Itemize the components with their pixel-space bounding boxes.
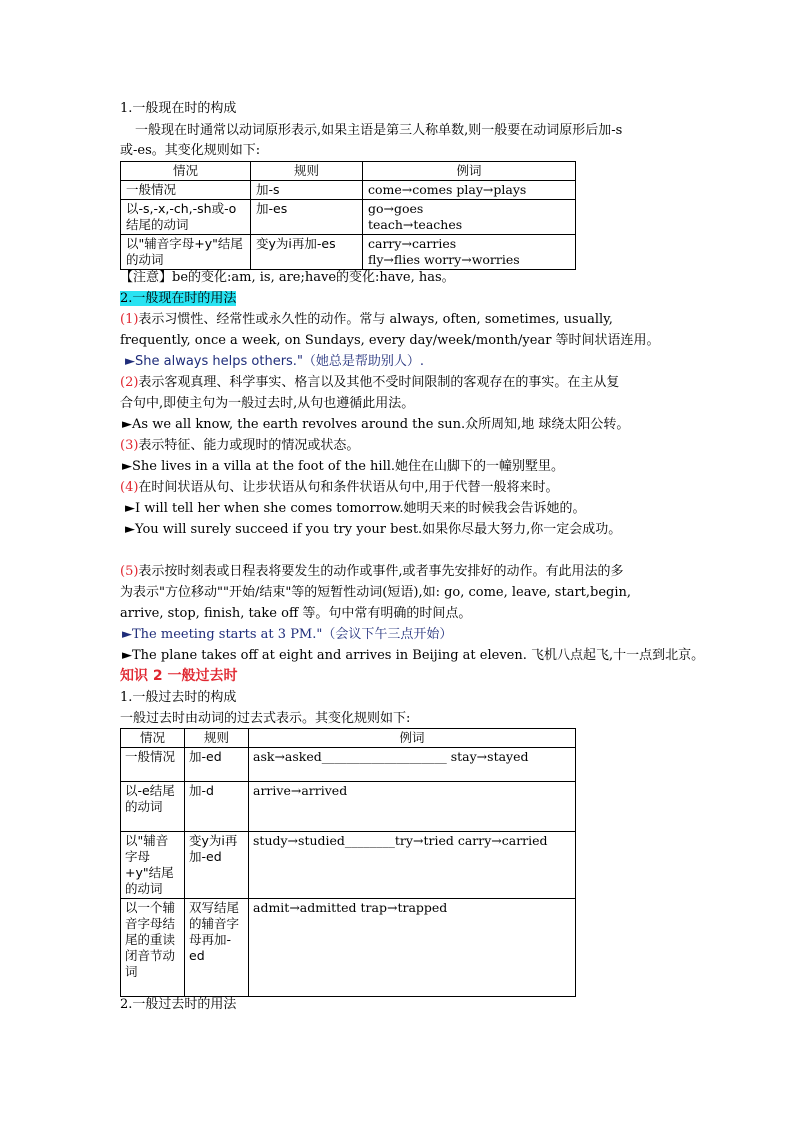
cell-case: 以"辅音字母+y"结尾的动词 — [121, 235, 251, 270]
usage-text: 表示习惯性、经常性或永久性的动作。常与 always, often, sometimes, usually, — [138, 312, 613, 327]
usage-text: 表示客观真理、科学事实、格言以及其他不受时间限制的客观存在的事实。在主从复 — [138, 375, 620, 390]
cell-case: 以-s,-x,-ch,-sh或-o结尾的动词 — [121, 200, 251, 235]
intro-line-1: 一般现在时通常以动词原形表示,如果主语是第三人称单数,则一般要在动词原形后加-s — [135, 123, 623, 138]
usage-number: (2) — [120, 375, 139, 390]
cell-rule: 加-s — [251, 181, 363, 200]
cell-example — [363, 181, 576, 200]
usage-2-line-1 — [120, 374, 619, 391]
cell-example: study→studied________try→tried carry→carried — [249, 832, 576, 899]
intro-line-2: 或-es。其变化规则如下: — [120, 143, 261, 158]
header-rule: 规则 — [185, 729, 249, 748]
usage-3-example: ►She lives in a villa at the foot of the hill.她住在山脚下的一幢别墅里。 — [122, 459, 565, 474]
example-text: carry→carries — [368, 236, 457, 251]
usage-number: (4) — [120, 480, 139, 495]
usage-4-example-2: ►You will surely succeed if you try your best.如果你尽最大努力,你一定会成功。 — [125, 522, 622, 537]
cell-case: 一般情况 — [121, 748, 185, 782]
example-text: fly→flies worry→worries — [368, 252, 520, 267]
header-case: 情况 — [121, 729, 185, 748]
cell-rule: 加-d — [185, 782, 249, 832]
usage-5-line-2: 为表示"方位移动""开始/结束"等的短暂性动词(短语),如: go, come, leave, start,begin, — [120, 585, 632, 600]
usage-3-line-1 — [120, 437, 359, 454]
table-header-row — [121, 729, 576, 748]
usage-text: 表示按时刻表或日程表将要发生的动作或事件,或者事先安排好的动作。有此用法的多 — [138, 564, 624, 579]
cell-case: 以-e结尾的动词 — [121, 782, 185, 832]
table-row — [121, 832, 576, 899]
header-rule: 规则 — [251, 162, 363, 181]
present-tense-table — [120, 161, 576, 270]
table-row — [121, 200, 576, 235]
usage-1-line-1 — [120, 311, 613, 328]
usage-5-line-1 — [120, 563, 624, 580]
table-row — [121, 235, 576, 270]
usage-2-example: ►As we all know, the earth revolves around the sun.众所周知,地 球绕太阳公转。 — [122, 417, 630, 432]
usage-text: 在时间状语从句、让步状语从句和条件状语从句中,用于代替一般将来时。 — [138, 480, 559, 495]
past-tense-table — [120, 728, 576, 997]
header-case: 情况 — [121, 162, 251, 181]
usage-text: 表示特征、能力或现时的情况或状态。 — [138, 438, 360, 453]
usage-5-line-3: arrive, stop, finish, take off 等。句中常有明确的时间点。 — [120, 606, 472, 621]
table-row — [121, 899, 576, 997]
knowledge-2-title: 知识 2 一般过去时 — [120, 668, 238, 684]
table-row — [121, 181, 576, 200]
cell-example: arrive→arrived — [249, 782, 576, 832]
cell-rule: 变y为i再加-ed — [185, 832, 249, 899]
cell-rule: 加-es — [251, 200, 363, 235]
usage-2-line-2: 合句中,即使主句为一般过去时,从句也遵循此用法。 — [120, 396, 415, 411]
section-heading-1: 1.一般现在时的构成 — [120, 101, 237, 116]
usage-number: (3) — [120, 438, 139, 453]
highlighted-heading: 2.一般现在时的用法 — [120, 291, 237, 306]
usage-number: (5) — [120, 564, 139, 579]
knowledge-2-intro: 一般过去时由动词的过去式表示。其变化规则如下: — [120, 711, 411, 726]
cell-example: ask→asked____________________ stay→stayed — [249, 748, 576, 782]
section-heading-2 — [120, 290, 236, 307]
usage-number: (1) — [120, 312, 139, 327]
cell-example — [363, 200, 576, 235]
table-row — [121, 782, 576, 832]
cell-example: admit→admitted trap→trapped — [249, 899, 576, 997]
example-text: come→comes play→plays — [368, 182, 527, 197]
example-text: teach→teaches — [368, 217, 463, 232]
usage-1-line-2: frequently, once a week, on Sundays, every day/week/month/year 等时间状语连用。 — [120, 333, 660, 348]
header-example: 例词 — [363, 162, 576, 181]
cell-rule: 加-ed — [185, 748, 249, 782]
cell-rule: 双写结尾的辅音字母再加-ed — [185, 899, 249, 997]
note-text: 【注意】be的变化:am, is, are;have的变化:have, has。 — [120, 270, 455, 285]
usage-1-example: ►She always helps others."（她总是帮助别人）. — [125, 354, 425, 369]
cell-case: 一般情况 — [121, 181, 251, 200]
knowledge-2-subheading-2: 2.一般过去时的用法 — [120, 997, 237, 1012]
usage-5-example-2: ►The plane takes off at eight and arrives in Beijing at eleven. 飞机八点起飞,十一点到北京。 — [122, 648, 705, 663]
table-row — [121, 748, 576, 782]
header-example: 例词 — [249, 729, 576, 748]
cell-example — [363, 235, 576, 270]
cell-case: 以一个辅音字母结尾的重读闭音节动词 — [121, 899, 185, 997]
usage-4-line-1 — [120, 479, 559, 496]
cell-rule: 变y为i再加-es — [251, 235, 363, 270]
usage-4-example-1: ►I will tell her when she comes tomorrow.她明天来的时候我会告诉她的。 — [125, 501, 586, 516]
usage-5-example-1: ►The meeting starts at 3 PM."（会议下午三点开始） — [122, 627, 453, 642]
knowledge-2-subheading-1: 1.一般过去时的构成 — [120, 690, 237, 705]
example-text: go→goes — [368, 201, 424, 216]
cell-case: 以"辅音字母+y"结尾的动词 — [121, 832, 185, 899]
table-header-row — [121, 162, 576, 181]
